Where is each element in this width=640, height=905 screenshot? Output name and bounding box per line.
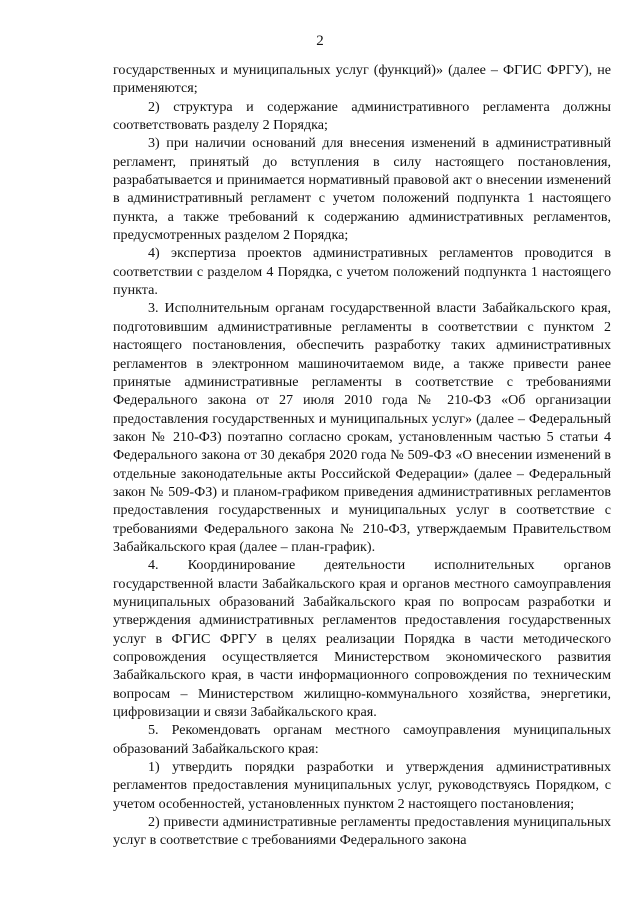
paragraph-subitem-3: 3) при наличии оснований для внесения изменений в административный регламент, принятый до вступления в силу настоящего постановления, разрабатывается и принимается нормативный правовой акт о внесении изменений в административный регламент с учетом положений подпункта 1 настоящего пункта, а также требований к содержанию административных регламентов, предусмотренных разделом 2 Порядка;	[113, 135, 611, 244]
paragraph-item-3: 3. Исполнительным органам государственной власти Забайкальского края, подготовившим административные регламенты в соответствии с пунктом 2 настоящего постановления, обеспечить разработку таких административных регламентов в электронном машиночитаемом виде, а также привести ранее принятые административные регламенты в соответствие с требованиями Федерального закона от 27 июля 2010 года № 210-ФЗ «Об организации предоставления государственных и муниципальных услуг» (далее – Федеральный закон № 210-ФЗ) поэтапно согласно срокам, установленным частью 5 статьи 4 Федерального закона от 30 декабря 2020 года № 509-ФЗ «О внесении изменений в отдельные законодательные акты Российской Федерации» (далее – Федеральный закон № 509-ФЗ) и планом-графиком приведения административных регламентов предоставления государственных и муниципальных услуг в соответствие с требованиями Федерального закона № 210-ФЗ, утверждаемым Правительством Забайкальского края (далее – план-график).	[113, 300, 611, 555]
paragraph-continuation: государственных и муниципальных услуг (функций)» (далее – ФГИС ФРГУ), не применяются;	[113, 62, 611, 97]
paragraph-item-5: 5. Рекомендовать органам местного самоуправления муниципальных образований Забайкальского края:	[113, 722, 611, 757]
paragraph-item-5-subitem-2: 2) привести административные регламенты предоставления муниципальных услуг в соответствие с требованиями Федерального закона	[113, 814, 611, 849]
paragraph-subitem-2: 2) структура и содержание административного регламента должны соответствовать разделу 2 Порядка;	[113, 98, 611, 134]
paragraph-item-5-subitem-1: 1) утвердить порядки разработки и утверждения административных регламентов предоставления муниципальных услуг, руководствуясь Порядком, с учетом особенностей, установленных пунктом 2 настоящего постановления;	[113, 759, 611, 812]
paragraph-subitem-4: 4) экспертиза проектов административных регламентов проводится в соответствии с разделом 4 Порядка, с учетом положений подпункта 1 настоящего пункта.	[113, 245, 611, 299]
document-body	[113, 61, 611, 850]
paragraph-item-4: 4. Координирование деятельности исполнительных органов государственной власти Забайкальского края и органов местного самоуправления муниципальных образований Забайкальского края по вопросам разработки и утверждения административных регламентов предоставления государственных услуг в ФГИС ФРГУ в целях реализации Порядка в части методического сопровождения осуществляется Министерством экономического развития Забайкальского края, в части информационного сопровождения по техническим вопросам – Министерством жилищно-коммунального хозяйства, энергетики, цифровизации и связи Забайкальского края.	[113, 557, 611, 721]
page-number: 2	[316, 33, 324, 49]
